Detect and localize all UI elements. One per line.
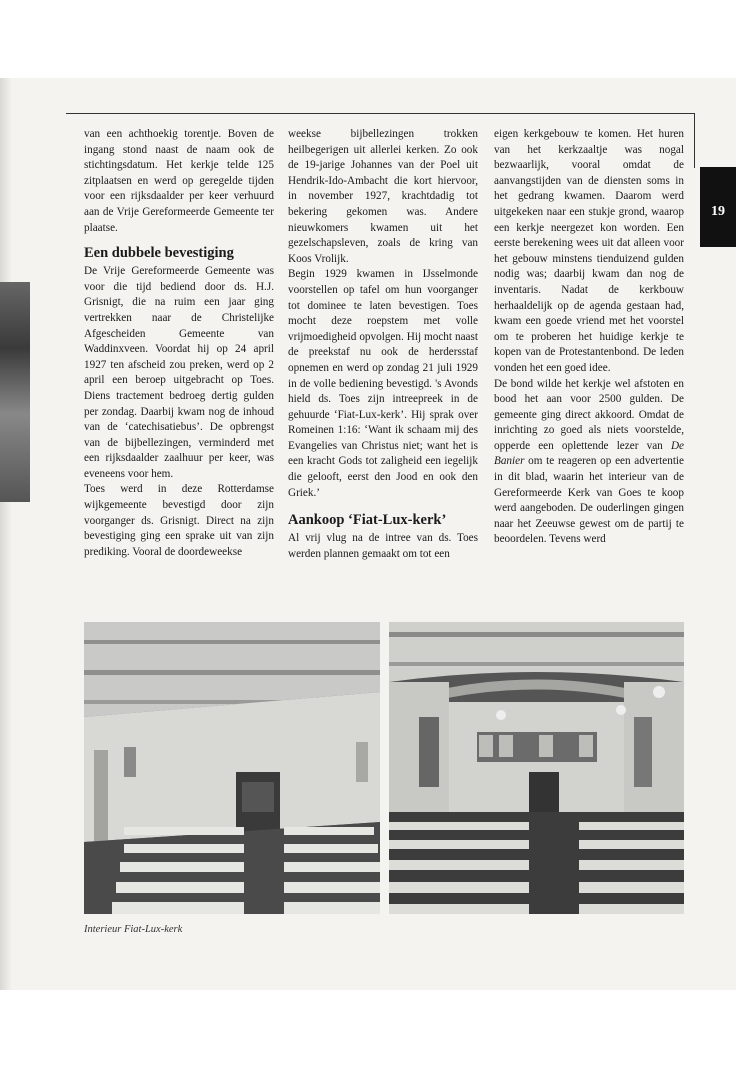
text-column-1 <box>84 127 274 560</box>
church-interior-photo-right <box>389 622 684 914</box>
text-column-3 <box>494 127 684 548</box>
paragraph: van een achthoekig torentje. Boven de ingang stond naast de naam ook de stichtingsdatum. Het kerkje telde 125 zitplaatsen en werd op geregelde tijden voor een rijksdaalder per keer verhuurd aan de Vrije Gereformeerde Gemeente ter plaatse. <box>84 128 274 234</box>
photo-caption: Interieur Fiat-Lux-kerk <box>84 924 183 935</box>
page-gutter <box>0 78 12 990</box>
section-heading: Een dubbele bevestiging <box>84 245 234 262</box>
paragraph-text: De bond wilde het kerkje wel afstoten en bood het aan voor 2500 gulden. De gemeente ging direct akkoord. Omdat de inrichting zo goed als niets voorstelde, opperde een oplettende lezer van <box>494 377 684 452</box>
header-rule <box>66 113 694 114</box>
paragraph: Al vrij vlug na de intree van ds. Toes werden plannen gemaakt om tot een <box>288 532 478 560</box>
page-number: 19 <box>711 204 725 219</box>
section-heading: Aankoop ‘Fiat-Lux-kerk’ <box>288 512 447 529</box>
church-interior-photo-left <box>84 622 380 914</box>
paragraph: De Vrije Gereformeerde Gemeente was voor die tijd bediend door ds. H.J. Grisnigt, die na ruim een jaar ging vertrekken naar de Christelijke Afgescheiden Gemeente van Waddinxveen. Voordat hij op 24 april 1927 ten afscheid zou preken, werd op 2 april een beroep uitgebracht op Toes. Diens tractement bedroeg dertig gulden per zondag. Daarbij kwam nog de inhoud van de ‘catechisatiebus’. De opbrengst van de bijbellezingen, verminderd met een rijksdaalder zaalhuur per keer, was eveneens voor hem. <box>84 265 274 480</box>
paragraph: eigen kerkgebouw te komen. Het huren van het kerkzaaltje was nogal bezwaarlijk, vooral omdat de aanvangstijden van de diensten soms in het gedrang kwamen. Daarom werd uitgekeken naar een stukje grond, waarop een kerkje neergezet kon worden. Een eerste berekening wees uit dat alleen voor het gebouw minstens tienduizend gulden nodig was; daarbij kwam dan nog de inventaris. Nadat de kerkbouw herhaaldelijk op de agenda gestaan had, kwam een goede vriend met het voorstel om te proberen het huidige kerkje te kopen van de Protestantenbond. De leden vonden het een goed idee. <box>494 128 684 374</box>
adjacent-page-edge <box>0 282 30 502</box>
publication-title: De Banier <box>494 439 684 468</box>
paragraph: weekse bijbellezingen trokken heilbegerigen uit allerlei kerken. Zo ook de 19-jarige Johannes van der Poel uit Hendrik-Ido-Ambacht die kort hiervoor, in november 1927, krachtdadig tot bekering gekomen was. Andere nieuwkomers kwamen uit het gezelschapsleven, zoals de kring van Koos Vrolijk. <box>288 128 478 265</box>
paragraph: Begin 1929 kwamen in IJsselmonde voorstellen op tafel om hun voorganger tot dominee te laten bevestigen. Toes mocht deze roepstem met volle vrijmoedigheid opvolgen. Hij mocht naast de preekstaf nu ook de herdersstaf opnemen en werd op zondag 21 juli 1929 in de volle bediening bevestigd. 's Avonds hield ds. Toes zijn intreepreek in de gehuurde ‘Fiat-Lux-kerk’. Hij sprak over Romeinen 1:16: ‘Want ik schaam mij des Evangelies van Christus niet; want het is een kracht Gods tot zaligheid een iegelijk die gelooft, eerst den Jood en ook den Griek.’ <box>288 268 478 499</box>
text-column-2 <box>288 127 478 562</box>
paragraph <box>494 377 684 549</box>
paragraph-text: om te reageren op een advertentie in dit blad, waarin het interieur van de Gereformeerde Kerk van Goes te koop werd aangeboden. De ouderlingen gingen naar het Zeeuwse gewest om de partij te beoordelen. Tevens werd <box>494 455 684 546</box>
header-rule-vertical <box>694 113 695 168</box>
paragraph: Toes werd in deze Rotterdamse wijkgemeente bevestigd door zijn voorganger ds. Grisnigt. Direct na zijn bevestiging ging een sprake uit van zijn prediking. Vooral de doordeweekse <box>84 483 274 558</box>
